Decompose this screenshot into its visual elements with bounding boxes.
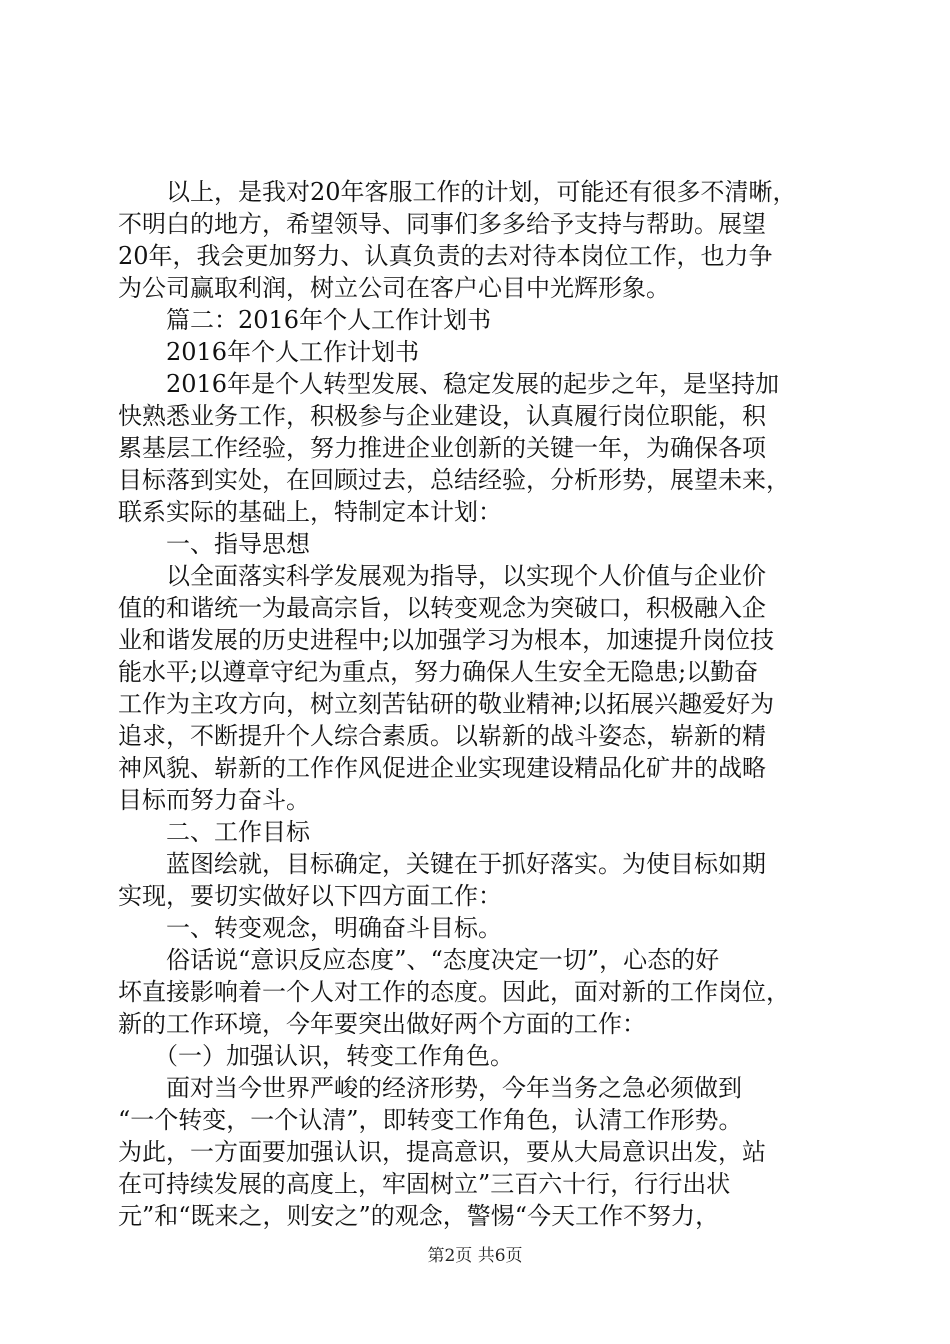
text-line: 面对当今世界严峻的经济形势，今年当务之急必须做到 — [118, 1074, 742, 1102]
text-line: 能水平;以遵章守纪为重点，努力确保人生安全无隐患;以勤奋 — [118, 658, 759, 686]
document-title: 2016年个人工作计划书 — [118, 338, 420, 366]
text-line: 元”和“既来之，则安之”的观念，警惕“今天工作不努力， — [118, 1202, 720, 1230]
text-line: 工作为主攻方向，树立刻苦钻研的敬业精神;以拓展兴趣爱好为 — [118, 690, 775, 718]
section-heading: 一、转变观念，明确奋斗目标。 — [118, 914, 502, 942]
text-line: 目标落到实处，在回顾过去，总结经验，分析形势，展望未来， — [118, 466, 790, 494]
text-line: 以上，是我对20年客服工作的计划，可能还有很多不清晰， — [118, 178, 797, 206]
text-line: 实现，要切实做好以下四方面工作： — [118, 882, 502, 910]
document-body — [118, 176, 838, 1232]
text-line: 目标而努力奋斗。 — [118, 786, 310, 814]
text-line: 值的和谐统一为最高宗旨，以转变观念为突破口，积极融入企 — [118, 594, 766, 622]
section-heading: 二、工作目标 — [118, 818, 310, 846]
text-line: 坏直接影响着一个人对工作的态度。因此，面对新的工作岗位， — [118, 978, 790, 1006]
text-line: 为此，一方面要加强认识，提高意识，要从大局意识出发，站 — [118, 1138, 766, 1166]
text-line: 在可持续发展的高度上，牢固树立”三百六十行，行行出状 — [118, 1170, 731, 1198]
text-line: 为公司赢取利润，树立公司在客户心目中光辉形象。 — [118, 274, 670, 302]
text-line: 追求，不断提升个人综合素质。以崭新的战斗姿态，崭新的精 — [118, 722, 766, 750]
text-line: 业和谐发展的历史进程中;以加强学习为根本，加速提升岗位技 — [118, 626, 775, 654]
section-heading: 篇二：2016年个人工作计划书 — [118, 306, 492, 334]
text-line: 联系实际的基础上，特制定本计划： — [118, 498, 502, 526]
page-number: 第2页 共6页 — [427, 1246, 523, 1266]
text-line: 2016年是个人转型发展、稳定发展的起步之年，是坚持加 — [118, 370, 780, 398]
text-line: 快熟悉业务工作，积极参与企业建设，认真履行岗位职能，积 — [118, 402, 766, 430]
text-line: 蓝图绘就，目标确定，关键在于抓好落实。为使目标如期 — [118, 850, 766, 878]
text-line: “一个转变，一个认清”，即转变工作角色，认清工作形势。 — [118, 1106, 743, 1134]
text-line: 累基层工作经验，努力推进企业创新的关键一年，为确保各项 — [118, 434, 766, 462]
text-line: 新的工作环境，今年要突出做好两个方面的工作： — [118, 1010, 646, 1038]
section-heading: 一、指导思想 — [118, 530, 310, 558]
text-line: 神风貌、崭新的工作作风促进企业实现建设精品化矿井的战略 — [118, 754, 766, 782]
text-line: 20年，我会更加努力、认真负责的去对待本岗位工作，也力争 — [118, 242, 773, 270]
text-line: 不明白的地方，希望领导、同事们多多给予支持与帮助。展望 — [118, 210, 766, 238]
text-line: 俗话说“意识反应态度”、“态度决定一切”，心态的好 — [118, 946, 720, 974]
section-heading: （一）加强认识，转变工作角色。 — [118, 1042, 514, 1070]
text-line: 以全面落实科学发展观为指导，以实现个人价值与企业价 — [118, 562, 766, 590]
